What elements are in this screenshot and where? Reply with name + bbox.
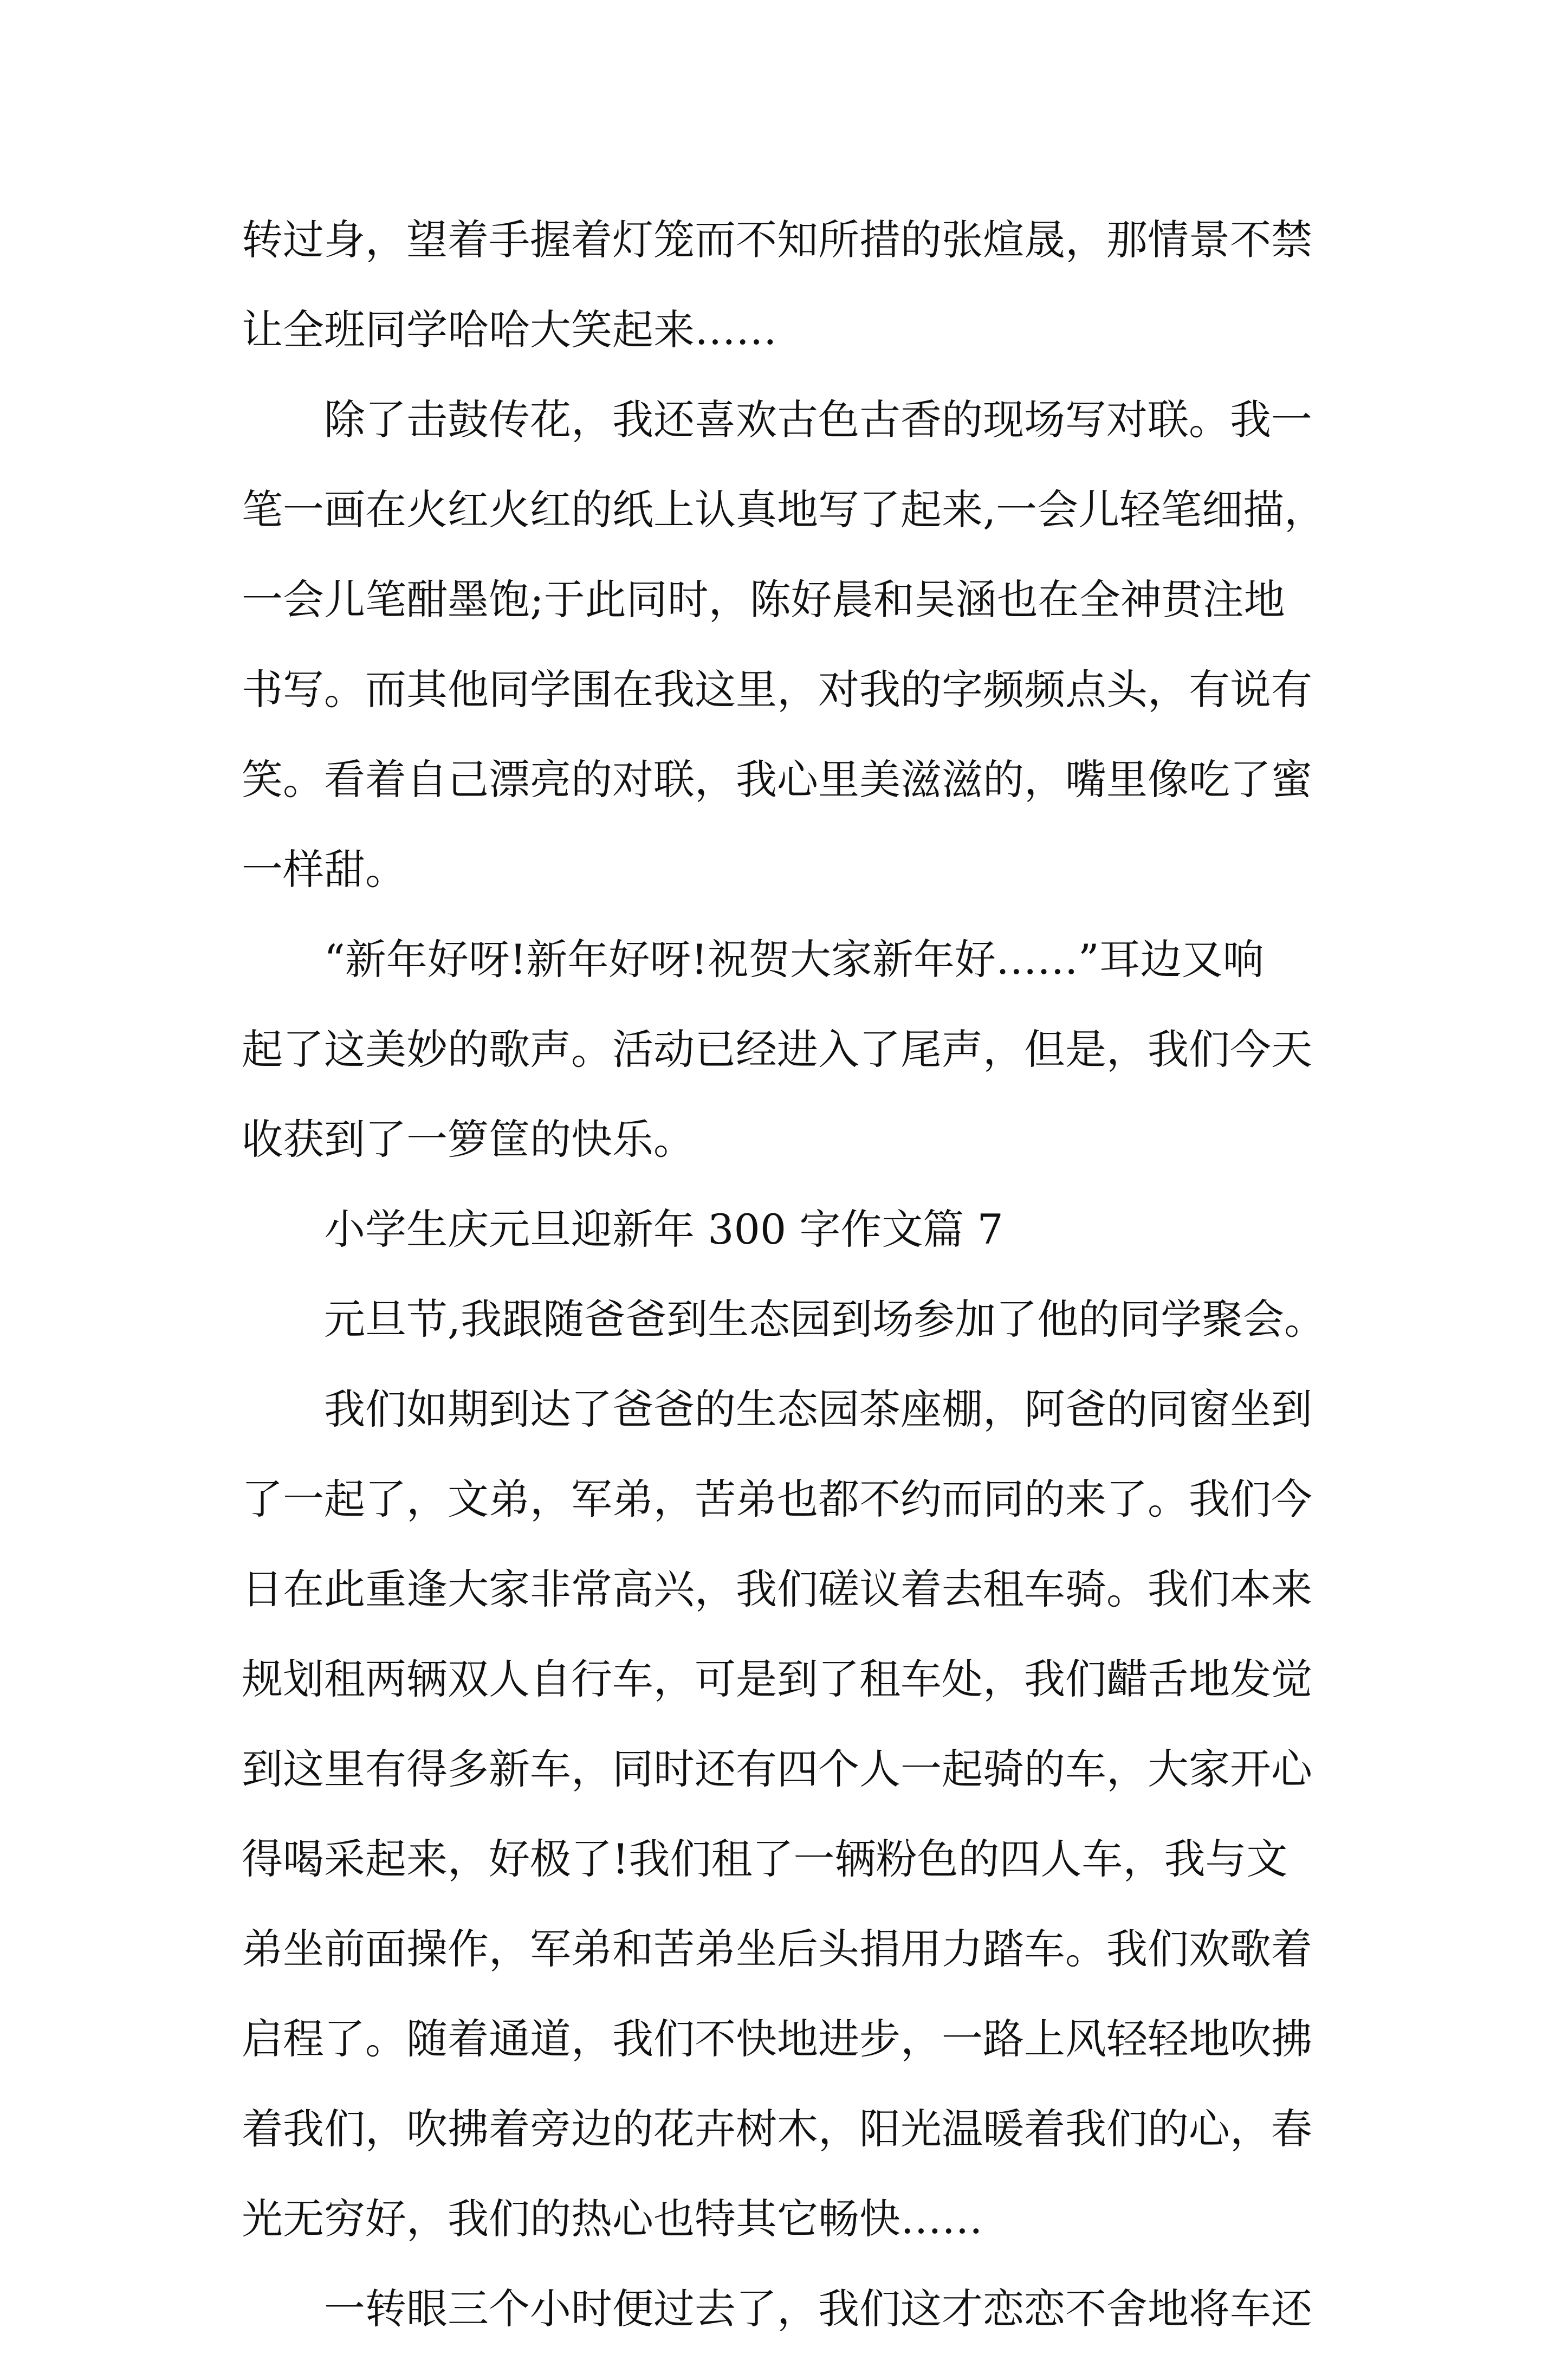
text-line: 了一起了，文弟，军弟，苦弟也都不约而同的来了。我们今 <box>242 1475 1312 1523</box>
text-line: 我们如期到达了爸爸的生态园茶座棚，阿爸的同窗坐到 <box>324 1385 1312 1433</box>
text-line: 起了这美妙的歌声。活动已经进入了尾声，但是，我们今天 <box>242 1025 1312 1073</box>
text-line: “新年好呀!新年好呀!祝贺大家新年好……”耳边又响 <box>324 935 1264 984</box>
text-line: 日在此重逢大家非常高兴，我们磋议着去租车骑。我们本来 <box>242 1565 1312 1613</box>
text-line: 启程了。随着通道，我们不快地进步，一路上风轻轻地吹拂 <box>242 2015 1312 2063</box>
text-line: 一样甜。 <box>242 845 406 894</box>
text-line: 得喝采起来，好极了!我们租了一辆粉色的四人车，我与文 <box>242 1835 1288 1883</box>
text-line: 弟坐前面操作，军弟和苦弟坐后头捐用力踏车。我们欢歌着 <box>242 1925 1312 1973</box>
text-line: 一会儿笔酣墨饱;于此同时，陈好晨和吴涵也在全神贯注地 <box>242 575 1285 624</box>
document-body <box>242 195 1342 2354</box>
text-line: 除了击鼓传花，我还喜欢古色古香的现场写对联。我一 <box>324 396 1312 444</box>
text-line: 转过身，望着手握着灯笼而不知所措的张煊晟，那情景不禁 <box>242 216 1312 264</box>
text-line: 着我们，吹拂着旁边的花卉树木，阳光温暖着我们的心，春 <box>242 2105 1312 2153</box>
text-line: 笔一画在火红火红的纸上认真地写了起来,一会儿轻笔细描， <box>242 486 1326 534</box>
text-line: 光无穷好，我们的热心也特其它畅快…… <box>242 2195 983 2243</box>
text-line: 收获到了一箩筐的快乐。 <box>242 1115 695 1163</box>
text-line: 一转眼三个小时便过去了，我们这才恋恋不舍地将车还 <box>324 2285 1312 2333</box>
text-line: 让全班同学哈哈大笑起来…… <box>242 306 777 354</box>
text-line: 书写。而其他同学围在我这里，对我的字频频点头，有说有 <box>242 665 1312 714</box>
text-line: 规划租两辆双人自行车，可是到了租车处，我们齰舌地发觉 <box>242 1655 1312 1703</box>
text-line: 元旦节,我跟随爸爸到生态园到场参加了他的同学聚会。 <box>324 1295 1326 1343</box>
text-line: 笑。看着自己漂亮的对联，我心里美滋滋的，嘴里像吃了蜜 <box>242 755 1312 804</box>
text-line: 到这里有得多新车，同时还有四个人一起骑的车，大家开心 <box>242 1745 1312 1793</box>
text-line: 小学生庆元旦迎新年 300 字作文篇 7 <box>324 1205 1003 1253</box>
